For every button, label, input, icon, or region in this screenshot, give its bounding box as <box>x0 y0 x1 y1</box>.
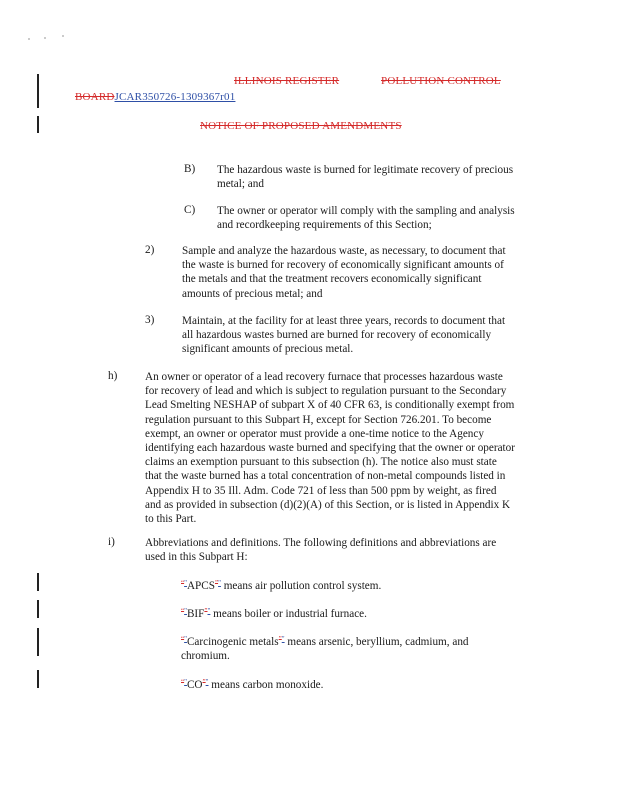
item-label: 2) <box>145 244 155 256</box>
item-label: 3) <box>145 314 155 326</box>
change-bar <box>37 116 39 133</box>
item-text: Sample and analyze the hazardous waste, as necessary, to document that the waste is burned for recovery of economically significant amounts of the metals and that the treatment recovers economically significant amounts of precious metal; and <box>182 245 506 300</box>
scan-speck <box>28 38 30 40</box>
agency-title: POLLUTION CONTROL <box>381 75 501 87</box>
change-bar <box>37 628 39 656</box>
change-bar <box>37 670 39 688</box>
jcar-document-id: JCAR350726-1309367r01 <box>114 91 236 103</box>
item-label: B) <box>184 163 196 175</box>
item-text: The hazardous waste is burned for legitimate recovery of precious metal; and <box>217 164 514 191</box>
board-line <box>75 91 235 103</box>
change-bar <box>37 600 39 618</box>
definition-apcs: “"APCS”" means air pollution control system. <box>181 579 382 592</box>
item-label: h) <box>108 370 118 382</box>
item-text: The owner or operator will comply with the sampling and analysis and recordkeeping requirements of this Section; <box>217 205 515 232</box>
item-text: An owner or operator of a lead recovery furnace that processes hazardous waste for recovery of lead and which is subject to regulation pursuant to the Secondary Lead Smelting NESHAP of subpart X of 40 CFR 63, is conditionally exempt from regulation pursuant to this Subpart H, except for Section 726.201. To become exempt, an owner or operator must provide a one-time notice to the Agency identifying each hazardous waste burned and specifying that the owner or operator claims an exemption pursuant to this subsection (h). The notice also must state that the waste burned has a total concentration of non-metal compounds listed in Appendix H to 35 Ill. Adm. Code 721 of less than 500 ppm by weight, as fired and as provided in subsection (d)(2)(A) of this Section, or is listed in Appendix K to this Part. <box>145 371 515 526</box>
change-bar <box>37 74 39 108</box>
item-text: Maintain, at the facility for at least three years, records to document that all hazardous wastes burned are burned for recovery of economically significant amounts of precious metal. <box>182 315 506 356</box>
definition-carcinogenic-metals: “"Carcinogenic metals”" means arsenic, beryllium, cadmium, and chromium. <box>181 635 469 663</box>
item-text: Abbreviations and definitions. The following definitions and abbreviations are used in this Subpart H: <box>145 537 497 564</box>
item-label: C) <box>184 204 196 216</box>
notice-heading: NOTICE OF PROPOSED AMENDMENTS <box>200 120 402 132</box>
definition-co: “"CO”" means carbon monoxide. <box>181 678 324 691</box>
item-label: i) <box>108 536 115 548</box>
register-title: ILLINOIS REGISTER <box>234 75 340 87</box>
board-label: BOARD <box>75 91 115 103</box>
scan-speck <box>62 35 64 37</box>
definition-bif: “"BIF”" means boiler or industrial furnace. <box>181 607 367 620</box>
scan-speck <box>44 37 46 39</box>
change-bar <box>37 573 39 591</box>
